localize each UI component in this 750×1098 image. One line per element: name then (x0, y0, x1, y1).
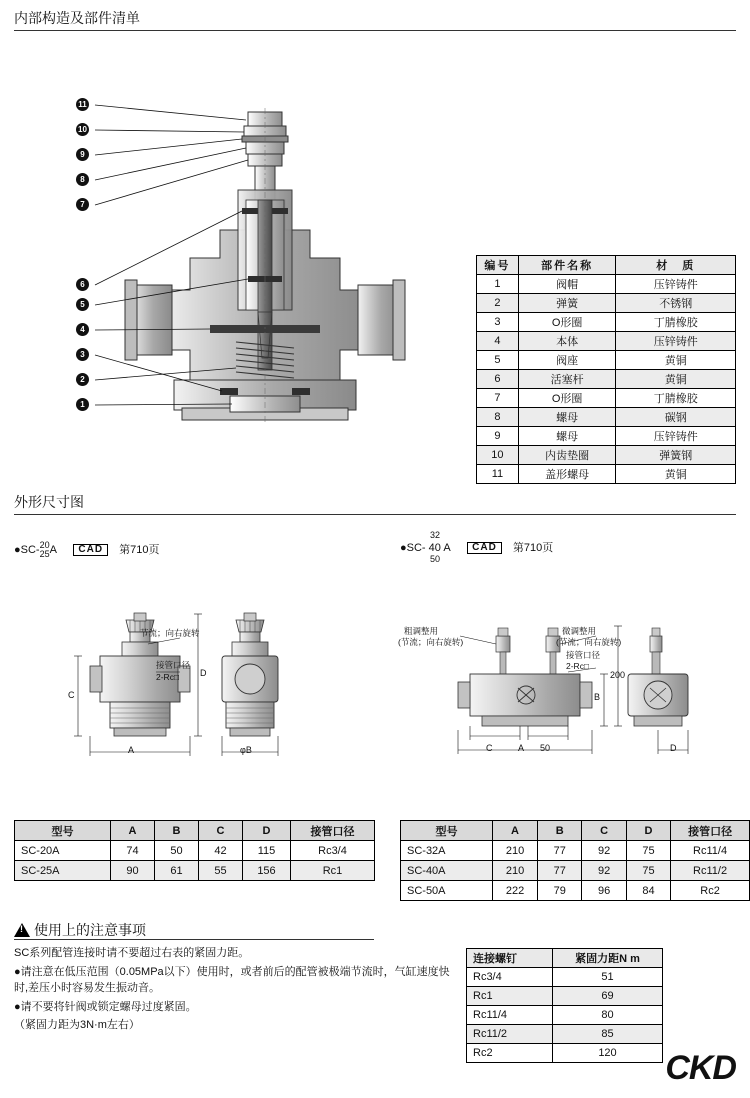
cell-b: 77 (538, 861, 582, 881)
dim-label-height-right: 200 (610, 670, 626, 680)
model-size-50: 50 (430, 554, 441, 564)
dim-right-h-b: B (538, 821, 582, 841)
table-row (15, 841, 375, 861)
cell-model: SC-20A (15, 841, 111, 861)
dim-label-B-right: B (594, 692, 601, 702)
cell-c: 92 (582, 841, 626, 861)
cell-d: 75 (626, 861, 670, 881)
cell-port: Rc1 (291, 861, 375, 881)
dim-left-h-c: C (199, 821, 243, 841)
parts-table-header-name: 部件名称 (518, 256, 616, 275)
table-row (401, 861, 750, 881)
cell-name: 活塞杆 (518, 370, 616, 389)
cell-a: 90 (111, 861, 155, 881)
cell-thread: Rc3/4 (467, 968, 553, 987)
dim-left-header-row (15, 821, 375, 841)
section-heading-caution (14, 920, 374, 940)
table-row (477, 408, 736, 427)
cell-port: Rc11/4 (671, 841, 750, 861)
callout-1: 1 (76, 398, 89, 411)
table-row (467, 1006, 663, 1025)
table-row (477, 275, 736, 294)
cell-no: 11 (477, 465, 519, 484)
table-row (467, 1044, 663, 1063)
callout-11: 11 (76, 98, 89, 111)
callout-5: 5 (76, 298, 89, 311)
port-value-right: 2-Rc□ (566, 661, 590, 671)
dim-left-h-model: 型号 (15, 821, 111, 841)
torque-h-thread: 连接螺钉 (467, 949, 553, 968)
table-row (401, 841, 750, 861)
model-size-32: 32 (430, 530, 441, 540)
note-fine-2: (节流；向右旋转) (556, 637, 622, 647)
cell-torque: 85 (553, 1025, 663, 1044)
cell-thread: Rc1 (467, 987, 553, 1006)
page-ref-left: 第710页 (119, 544, 160, 556)
cell-name: 螺母 (518, 427, 616, 446)
ckd-logo: CKD (665, 1049, 736, 1087)
table-row (477, 313, 736, 332)
port-value-left: 2-Rc□ (156, 672, 180, 682)
dim-label-C-right: C (486, 743, 493, 753)
cell-name: O形圈 (518, 313, 616, 332)
caution-body (14, 945, 454, 1036)
note-throttle-left: 节流；向右旋转 (140, 628, 200, 638)
model-label-right (400, 530, 553, 564)
caution-item-1: ●请注意在低压范围（0.05MPa以下）使用时，或者前后的配管被极端节流时，气缸速度快时,差压小时容易发生振动音。 (14, 965, 450, 994)
cell-name: 阀帽 (518, 275, 616, 294)
cell-name: O形圈 (518, 389, 616, 408)
parts-table-header-material: 材 质 (616, 256, 736, 275)
table-row (467, 987, 663, 1006)
cell-torque: 51 (553, 968, 663, 987)
cell-b: 61 (155, 861, 199, 881)
torque-h-value: 紧固力距N m (553, 949, 663, 968)
cell-c: 42 (199, 841, 243, 861)
cell-thread: Rc2 (467, 1044, 553, 1063)
cell-thread: Rc11/4 (467, 1006, 553, 1025)
dim-label-mid-right: 50 (540, 743, 551, 753)
dimension-table-right (400, 820, 750, 901)
cell-material: 丁腈橡胶 (616, 313, 736, 332)
table-row (467, 1025, 663, 1044)
heading-rule (14, 30, 736, 31)
caution-title-text: 使用上的注意事项 (34, 922, 146, 938)
table-row (477, 332, 736, 351)
heading-rule (14, 939, 374, 940)
cell-a: 74 (111, 841, 155, 861)
callout-8: 8 (76, 173, 89, 186)
cell-a: 210 (492, 841, 537, 861)
cell-material: 黄铜 (616, 370, 736, 389)
cell-name: 内齿垫圈 (518, 446, 616, 465)
callout-4: 4 (76, 323, 89, 336)
table-row (15, 861, 375, 881)
cell-c: 92 (582, 861, 626, 881)
table-row (477, 351, 736, 370)
cell-model: SC-50A (401, 881, 493, 901)
cell-c: 55 (199, 861, 243, 881)
cell-name: 弹簧 (518, 294, 616, 313)
cell-torque: 80 (553, 1006, 663, 1025)
cell-no: 3 (477, 313, 519, 332)
cell-port: Rc3/4 (291, 841, 375, 861)
cell-no: 1 (477, 275, 519, 294)
cell-no: 8 (477, 408, 519, 427)
note-fine-1: 微调整用 (562, 626, 597, 636)
warning-triangle-icon (14, 923, 30, 937)
cell-material: 黄铜 (616, 465, 736, 484)
section-heading-internal-structure-text: 内部构造及部件清单 (14, 10, 140, 26)
dim-left-h-a: A (111, 821, 155, 841)
dim-label-D-left: D (200, 668, 207, 678)
cell-port: Rc11/2 (671, 861, 750, 881)
outline-drawing-left (30, 600, 370, 800)
cell-d: 115 (243, 841, 291, 861)
cell-no: 2 (477, 294, 519, 313)
port-label-right: 接管口径 (566, 650, 601, 660)
cell-name: 螺母 (518, 408, 616, 427)
cell-no: 10 (477, 446, 519, 465)
cell-material: 压锌铸件 (616, 427, 736, 446)
parts-table-header-no: 编号 (477, 256, 519, 275)
caution-item-2: ●请不要将针阀或锁定螺母过度紧固。 (14, 1000, 197, 1013)
cell-torque: 120 (553, 1044, 663, 1063)
cell-b: 77 (538, 841, 582, 861)
outline-left-svg (30, 600, 370, 800)
model-prefix-left: SC- (20, 544, 40, 556)
torque-header-row (467, 949, 663, 968)
note-coarse-2: (节流；向右旋转) (398, 637, 464, 647)
dim-left-h-port: 接管口径 (291, 821, 375, 841)
cell-material: 碳钢 (616, 408, 736, 427)
dimension-table-left (14, 820, 375, 881)
cell-no: 5 (477, 351, 519, 370)
cell-name: 阀座 (518, 351, 616, 370)
cell-no: 9 (477, 427, 519, 446)
section-heading-outline-dimensions-text: 外形尺寸图 (14, 494, 84, 510)
torque-table (466, 948, 663, 1063)
dim-label-A-left: A (128, 745, 135, 755)
cell-b: 79 (538, 881, 582, 901)
dim-label-C-left: C (68, 690, 75, 700)
cell-c: 96 (582, 881, 626, 901)
dim-label-B-left: φB (240, 745, 252, 755)
cell-d: 75 (626, 841, 670, 861)
valve-cutaway-svg (70, 80, 460, 430)
cad-label-right: CAD (467, 542, 502, 554)
cell-material: 弹簧钢 (616, 446, 736, 465)
cell-material: 压锌铸件 (616, 332, 736, 351)
cad-label-left: CAD (73, 544, 108, 556)
table-row (467, 968, 663, 987)
cad-icon[interactable] (73, 544, 108, 556)
page-ref-right: 第710页 (512, 542, 554, 554)
dim-label-D-right: D (670, 743, 677, 753)
dim-right-h-model: 型号 (401, 821, 493, 841)
table-row (477, 427, 736, 446)
model-size-20: 20 (39, 540, 50, 551)
dim-right-h-c: C (582, 821, 626, 841)
callout-9: 9 (76, 148, 89, 161)
parts-list-table (476, 255, 736, 484)
cell-model: SC-40A (401, 861, 493, 881)
cell-a: 222 (492, 881, 537, 901)
dim-right-h-port: 接管口径 (671, 821, 750, 841)
bullet-icon: ● (400, 542, 407, 554)
model-suffix-left: A (49, 544, 57, 556)
model-prefix-right: SC- 40 A (406, 542, 451, 554)
table-row (401, 881, 750, 901)
valve-cutaway-diagram (70, 80, 460, 430)
table-row (477, 446, 736, 465)
cell-no: 4 (477, 332, 519, 351)
cell-a: 210 (492, 861, 537, 881)
outline-drawing-right (400, 600, 736, 800)
port-label-left: 接管口径 (156, 660, 191, 670)
cell-b: 50 (155, 841, 199, 861)
callout-10: 10 (76, 123, 89, 136)
cell-model: SC-25A (15, 861, 111, 881)
cell-material: 黄铜 (616, 351, 736, 370)
cell-d: 84 (626, 881, 670, 901)
cell-no: 7 (477, 389, 519, 408)
model-size-25: 25 (39, 549, 50, 560)
cell-thread: Rc11/2 (467, 1025, 553, 1044)
dim-left-h-b: B (155, 821, 199, 841)
model-label-left (14, 541, 160, 559)
dim-label-A-right: A (518, 743, 525, 753)
table-row (477, 389, 736, 408)
callout-7: 7 (76, 198, 89, 211)
heading-rule (14, 514, 736, 515)
cell-material: 丁腈橡胶 (616, 389, 736, 408)
cell-name: 本体 (518, 332, 616, 351)
table-row (477, 370, 736, 389)
bullet-icon: ● (14, 544, 21, 556)
table-row (477, 294, 736, 313)
dim-right-header-row (401, 821, 750, 841)
cell-model: SC-32A (401, 841, 493, 861)
cad-icon[interactable] (467, 542, 502, 554)
callout-2: 2 (76, 373, 89, 386)
cell-d: 156 (243, 861, 291, 881)
callout-3: 3 (76, 348, 89, 361)
section-heading-internal-structure (14, 8, 736, 31)
cell-material: 压锌铸件 (616, 275, 736, 294)
table-row (477, 465, 736, 484)
model-size-stack-left (40, 541, 50, 559)
section-heading-outline-dimensions (14, 492, 736, 515)
cell-port: Rc2 (671, 881, 750, 901)
parts-table-header-row (477, 256, 736, 275)
callout-6: 6 (76, 278, 89, 291)
note-coarse-1: 粗调整用 (404, 626, 439, 636)
caution-item-3: （紧固力距为3N·m左右） (14, 1019, 140, 1031)
dim-right-h-d: D (626, 821, 670, 841)
caution-intro: SC系列配管连接时请不要超过右表的紧固力距。 (14, 947, 250, 959)
dim-right-h-a: A (492, 821, 537, 841)
cell-no: 6 (477, 370, 519, 389)
dim-left-h-d: D (243, 821, 291, 841)
cell-name: 盖形螺母 (518, 465, 616, 484)
cell-torque: 69 (553, 987, 663, 1006)
cell-material: 不锈钢 (616, 294, 736, 313)
